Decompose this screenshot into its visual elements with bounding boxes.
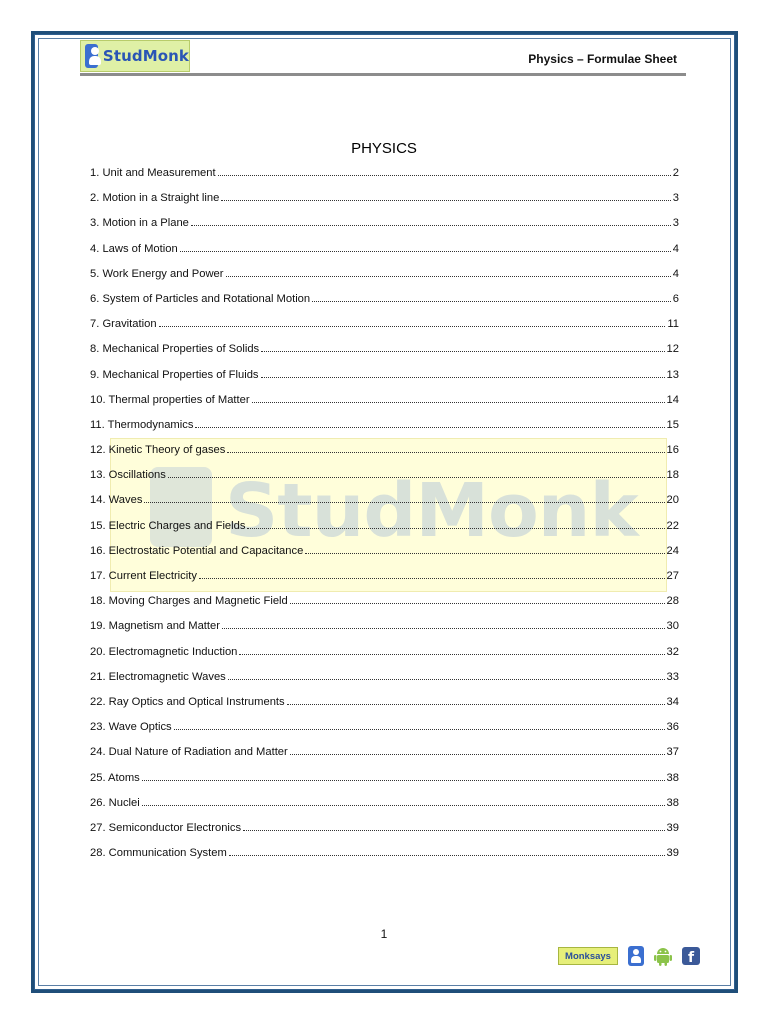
toc-dot-leader bbox=[227, 439, 664, 453]
studmonk-logo[interactable] bbox=[80, 40, 190, 72]
toc-entry[interactable] bbox=[90, 641, 679, 666]
toc-entry-label[interactable]: 3. Motion in a Plane bbox=[90, 217, 189, 230]
toc-dot-leader bbox=[228, 666, 665, 680]
toc-entry-page[interactable]: 6 bbox=[672, 292, 679, 305]
toc-dot-leader bbox=[191, 212, 671, 226]
toc-dot-leader bbox=[243, 817, 664, 831]
toc-entry[interactable] bbox=[90, 288, 679, 313]
toc-entry-label[interactable]: 24. Dual Nature of Radiation and Matter bbox=[90, 746, 288, 759]
toc-dot-leader bbox=[290, 590, 665, 604]
toc-entry-page[interactable]: 4 bbox=[672, 267, 679, 280]
toc-entry-label[interactable]: 14. Waves bbox=[90, 494, 143, 507]
toc-entry-page[interactable]: 32 bbox=[666, 645, 679, 658]
toc-dot-leader bbox=[195, 414, 664, 428]
toc-entry[interactable] bbox=[90, 414, 679, 439]
toc-dot-leader bbox=[144, 489, 664, 503]
toc-entry[interactable] bbox=[90, 767, 679, 792]
toc-entry[interactable] bbox=[90, 741, 679, 766]
toc-entry[interactable] bbox=[90, 439, 679, 464]
toc-dot-leader bbox=[229, 842, 665, 856]
toc-dot-leader bbox=[305, 540, 664, 554]
toc-dot-leader bbox=[239, 641, 664, 655]
header-divider bbox=[80, 73, 686, 76]
toc-entry[interactable] bbox=[90, 313, 679, 338]
toc-entry-page[interactable]: 39 bbox=[666, 847, 679, 860]
toc-dot-leader bbox=[247, 515, 664, 529]
toc-entry-page[interactable]: 3 bbox=[672, 192, 679, 205]
toc-entry-label[interactable]: 9. Mechanical Properties of Fluids bbox=[90, 368, 259, 381]
toc-entry-label[interactable]: 2. Motion in a Straight line bbox=[90, 192, 220, 205]
monk-icon bbox=[85, 44, 98, 68]
toc-entry-page[interactable]: 37 bbox=[666, 746, 679, 759]
toc-entry[interactable] bbox=[90, 338, 679, 363]
page-number: 1 bbox=[380, 927, 388, 941]
toc-entry[interactable] bbox=[90, 238, 679, 263]
logo-text: StudMonk bbox=[102, 47, 189, 65]
toc-entry-page[interactable]: 16 bbox=[666, 444, 679, 457]
toc-entry-label[interactable]: 25. Atoms bbox=[90, 771, 140, 784]
toc-entry-page[interactable]: 22 bbox=[666, 519, 679, 532]
toc-entry[interactable] bbox=[90, 590, 679, 615]
toc-entry[interactable] bbox=[90, 162, 679, 187]
toc-entry[interactable] bbox=[90, 691, 679, 716]
watermark-text: StudMonk bbox=[225, 468, 638, 554]
toc-dot-leader bbox=[221, 187, 670, 201]
table-of-contents bbox=[90, 162, 679, 867]
toc-dot-leader bbox=[168, 464, 665, 478]
page-heading: PHYSICS bbox=[351, 140, 417, 157]
toc-entry-page[interactable]: 24 bbox=[666, 544, 679, 557]
toc-entry[interactable] bbox=[90, 540, 679, 565]
toc-entry-label[interactable]: 12. Kinetic Theory of gases bbox=[90, 444, 226, 457]
toc-entry-label[interactable]: 22. Ray Optics and Optical Instruments bbox=[90, 695, 285, 708]
toc-entry[interactable] bbox=[90, 615, 679, 640]
toc-entry-page[interactable]: 33 bbox=[666, 670, 679, 683]
toc-entry-label[interactable]: 5. Work Energy and Power bbox=[90, 267, 224, 280]
toc-entry-page[interactable]: 15 bbox=[666, 418, 679, 431]
toc-entry-page[interactable]: 11 bbox=[667, 318, 679, 331]
toc-dot-leader bbox=[226, 263, 671, 277]
toc-entry[interactable] bbox=[90, 716, 679, 741]
toc-entry-label[interactable]: 11. Thermodynamics bbox=[90, 418, 194, 431]
footer-social-bar bbox=[558, 945, 700, 967]
toc-entry[interactable] bbox=[90, 515, 679, 540]
toc-entry-page[interactable]: 14 bbox=[666, 393, 679, 406]
toc-entry-page[interactable]: 12 bbox=[666, 343, 679, 356]
android-icon[interactable] bbox=[654, 946, 672, 966]
toc-entry-label[interactable]: 18. Moving Charges and Magnetic Field bbox=[90, 595, 288, 608]
toc-entry-page[interactable]: 28 bbox=[666, 595, 679, 608]
toc-entry-page[interactable]: 39 bbox=[666, 821, 679, 834]
toc-dot-leader bbox=[174, 716, 665, 730]
toc-dot-leader bbox=[252, 389, 665, 403]
toc-entry[interactable] bbox=[90, 464, 679, 489]
toc-entry-page[interactable]: 3 bbox=[672, 217, 679, 230]
toc-entry[interactable] bbox=[90, 389, 679, 414]
toc-dot-leader bbox=[312, 288, 671, 302]
toc-entry-page[interactable]: 18 bbox=[666, 469, 679, 482]
toc-entry-page[interactable]: 20 bbox=[666, 494, 679, 507]
toc-entry-label[interactable]: 1. Unit and Measurement bbox=[90, 167, 216, 179]
toc-entry-label[interactable]: 4. Laws of Motion bbox=[90, 242, 178, 255]
toc-entry-label[interactable]: 13. Oscillations bbox=[90, 469, 166, 482]
user-icon[interactable] bbox=[628, 946, 644, 966]
toc-entry[interactable] bbox=[90, 489, 679, 514]
toc-entry-page[interactable]: 2 bbox=[672, 167, 679, 179]
toc-entry-label[interactable]: 7. Gravitation bbox=[90, 318, 157, 331]
toc-entry[interactable] bbox=[90, 817, 679, 842]
toc-entry-page[interactable]: 38 bbox=[666, 796, 679, 809]
toc-entry[interactable] bbox=[90, 364, 679, 389]
toc-dot-leader bbox=[142, 767, 665, 781]
toc-dot-leader bbox=[261, 364, 665, 378]
toc-entry-page[interactable]: 13 bbox=[666, 368, 679, 381]
toc-entry[interactable] bbox=[90, 666, 679, 691]
document-title: Physics – Formulae Sheet bbox=[528, 52, 677, 66]
facebook-icon[interactable]: f bbox=[682, 947, 700, 965]
toc-entry-label[interactable]: 20. Electromagnetic Induction bbox=[90, 645, 238, 658]
toc-entry-label[interactable]: 10. Thermal properties of Matter bbox=[90, 393, 250, 406]
toc-entry-page[interactable]: 4 bbox=[672, 242, 679, 255]
toc-entry-label[interactable]: 8. Mechanical Properties of Solids bbox=[90, 343, 260, 356]
toc-entry[interactable] bbox=[90, 842, 679, 867]
toc-entry-label[interactable]: 6. System of Particles and Rotational Motion bbox=[90, 292, 311, 305]
toc-entry-page[interactable]: 38 bbox=[666, 771, 679, 784]
toc-entry-label[interactable]: 26. Nuclei bbox=[90, 796, 140, 809]
toc-dot-leader bbox=[218, 162, 671, 176]
toc-entry[interactable] bbox=[90, 212, 679, 237]
toc-entry-label[interactable]: 28. Communication System bbox=[90, 847, 227, 860]
toc-entry-label[interactable]: 27. Semiconductor Electronics bbox=[90, 821, 242, 834]
toc-entry-label[interactable]: 16. Electrostatic Potential and Capacitance bbox=[90, 544, 304, 557]
toc-entry-page[interactable]: 36 bbox=[666, 721, 679, 734]
toc-entry[interactable] bbox=[90, 263, 679, 288]
toc-entry[interactable] bbox=[90, 187, 679, 212]
toc-entry-label[interactable]: 17. Current Electricity bbox=[90, 570, 197, 582]
toc-entry-page[interactable]: 34 bbox=[666, 695, 679, 708]
toc-dot-leader bbox=[142, 792, 665, 806]
toc-entry-label[interactable]: 21. Electromagnetic Waves bbox=[90, 670, 226, 683]
toc-dot-leader bbox=[287, 691, 665, 705]
toc-entry-label[interactable]: 23. Wave Optics bbox=[90, 721, 172, 734]
toc-entry-label[interactable]: 15. Electric Charges and Fields bbox=[90, 519, 246, 532]
toc-entry[interactable] bbox=[90, 792, 679, 817]
toc-dot-leader bbox=[261, 338, 664, 352]
toc-dot-leader bbox=[180, 238, 671, 252]
toc-entry-page[interactable]: 30 bbox=[666, 620, 679, 633]
monksays-button[interactable]: Monksays bbox=[558, 947, 618, 965]
toc-entry[interactable] bbox=[90, 565, 679, 590]
toc-entry-label[interactable]: 19. Magnetism and Matter bbox=[90, 620, 220, 633]
toc-dot-leader bbox=[222, 615, 665, 629]
toc-dot-leader bbox=[159, 313, 666, 327]
toc-dot-leader bbox=[199, 565, 665, 579]
toc-entry-page[interactable]: 27 bbox=[666, 570, 679, 582]
toc-dot-leader bbox=[290, 741, 665, 755]
